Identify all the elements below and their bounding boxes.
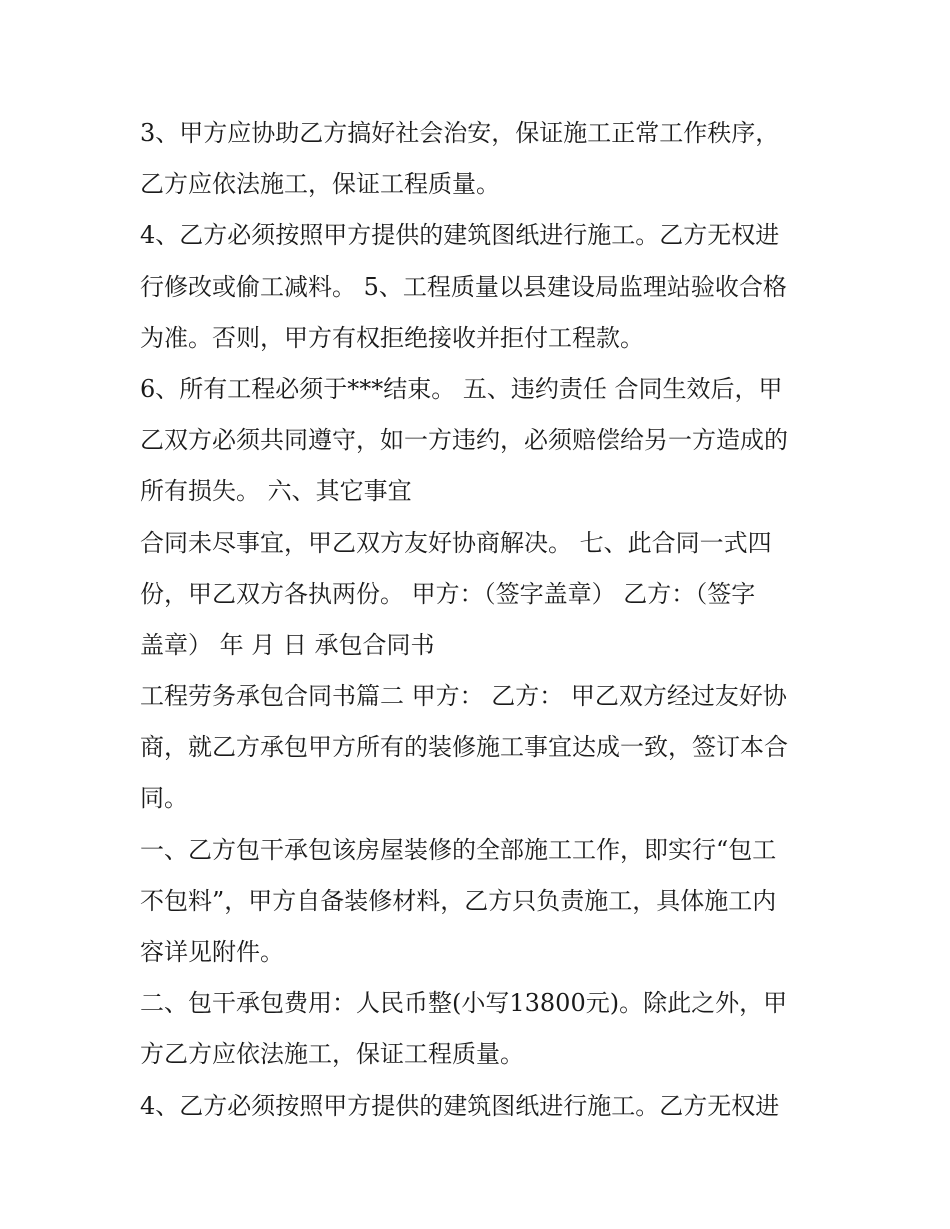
text-line: 为准。否则，甲方有权拒绝接收并拒付工程款。 — [140, 323, 644, 352]
text-line: 盖章） 年 月 日 承包合同书 — [140, 630, 435, 659]
text-line: 工程劳务承包合同书篇二 甲方： 乙方： 甲乙双方经过友好协 — [140, 682, 787, 711]
text-line: 二、包干承包费用：人民币整(小写13800元)。除此之外，甲 — [140, 989, 788, 1018]
text-line: 份，甲乙双方各执两份。 甲方：（签字盖章） 乙方：（签字 — [140, 579, 756, 608]
text-line: 一、乙方包干承包该房屋装修的全部施工工作，即实行“包工 — [140, 835, 777, 864]
text-line: 乙方应依法施工，保证工程质量。 — [140, 170, 500, 199]
contract-body-text — [140, 108, 820, 1132]
text-line: 商，就乙方承包甲方所有的装修施工事宜达成一致，签订本合 — [140, 733, 788, 762]
text-line: 3、甲方应协助乙方搞好社会治安，保证施工正常工作秩序， — [140, 119, 780, 147]
text-line: 乙双方必须共同遵守，如一方违约，必须赔偿给另一方造成的 — [140, 426, 788, 455]
text-line: 方乙方应依法施工，保证工程质量。 — [140, 1040, 524, 1069]
text-line: 4、乙方必须按照甲方提供的建筑图纸进行施工。乙方无权进 — [140, 221, 780, 250]
text-line: 同。 — [140, 784, 188, 813]
text-line: 6、所有工程必须于***结束。 五、违约责任 合同生效后，甲 — [140, 374, 783, 403]
text-line: 容详见附件。 — [140, 938, 284, 966]
text-line: 不包料”，甲方自备装修材料，乙方只负责施工，具体施工内 — [140, 886, 777, 915]
text-line: 行修改或偷工减料。 5、工程质量以县建设局监理站验收合格 — [140, 272, 787, 301]
text-line: 合同未尽事宜，甲乙双方友好协商解决。 七、此合同一式四 — [140, 528, 772, 557]
text-line: 4、乙方必须按照甲方提供的建筑图纸进行施工。乙方无权进 — [140, 1091, 780, 1120]
text-line: 所有损失。 六、其它事宜 — [140, 477, 412, 506]
